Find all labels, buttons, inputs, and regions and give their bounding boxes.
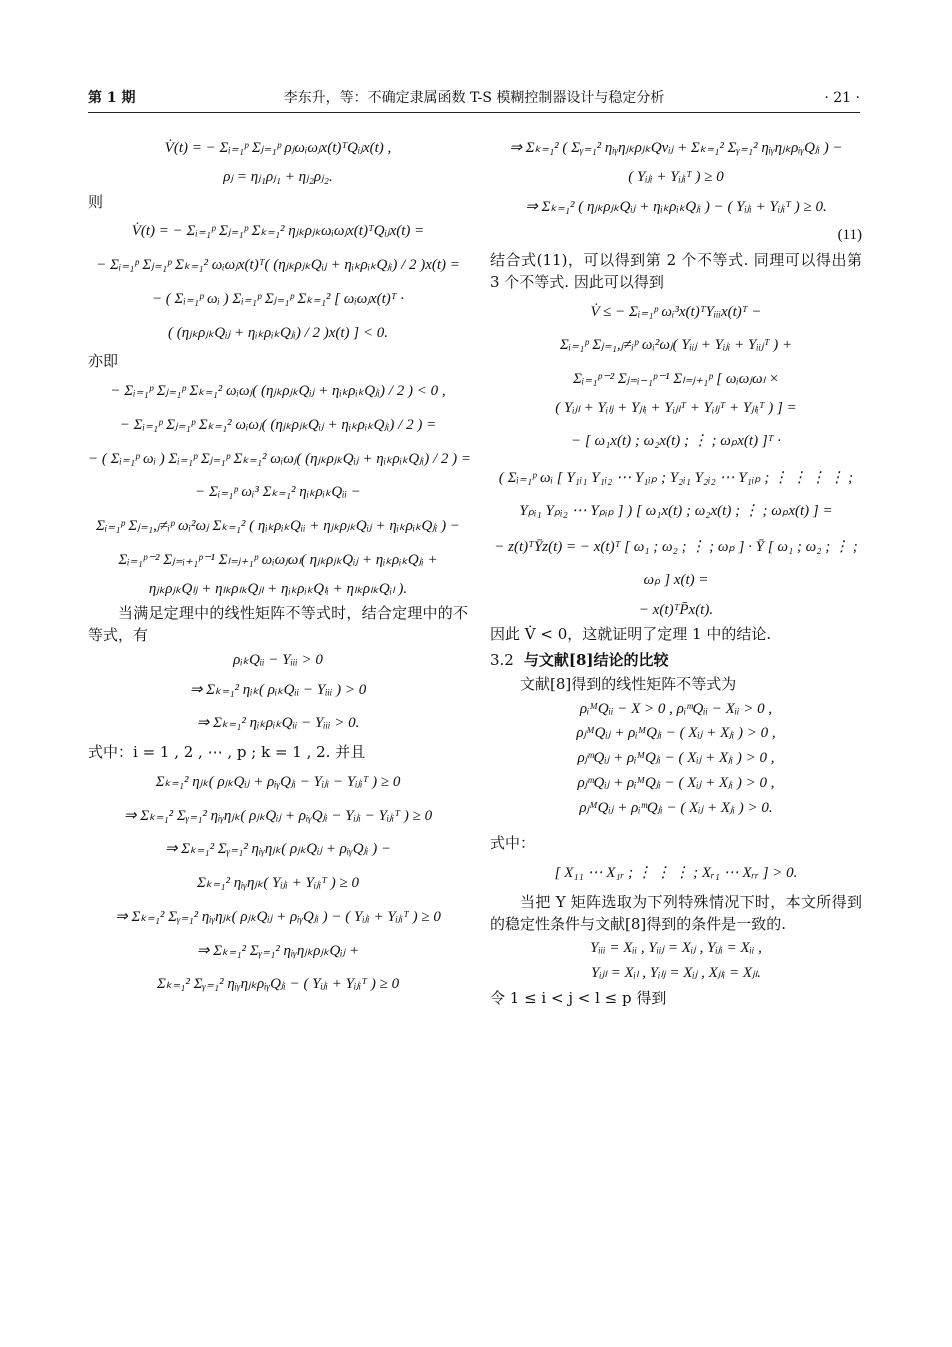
equation: ρⱼᵐQᵢⱼ + ρᵢᴹQⱼᵢ − ( Xᵢⱼ + Xⱼᵢ ) > 0 , [577,774,775,791]
equation: − ( Σᵢ₌₁ᵖ ωᵢ ) Σᵢ₌₁ᵖ Σⱼ₌₁ᵖ Σₖ₌₁² ωᵢωⱼ( (ηⱼₖρⱼₖQᵢⱼ + ηᵢₖρᵢₖQⱼᵢ) / 2 ) = [88,450,472,467]
equation: ( (ηⱼₖρⱼₖQᵢⱼ + ηᵢₖρᵢₖQⱼᵢ) / 2 )x(t) ] < 0. [167,324,389,341]
equation: Σₖ₌₁² Σᵧ₌₁² ηᵢᵧηⱼₖρᵢᵧQⱼᵢ − ( Yᵢⱼᵢ + Yᵢⱼᵢᵀ ) ≥ 0 [156,976,400,993]
section-heading [490,650,862,672]
equation: Yᵢⱼₗ = Xᵢₗ , Yᵢₗⱼ = Xᵢⱼ , Xⱼₗᵢ = Xⱼₗ. [591,965,761,981]
equation: ρⱼᵐQᵢⱼ + ρᵢᴹQⱼᵢ − ( Xᵢⱼ + Xⱼᵢ ) > 0 , [577,750,775,766]
running-title: 李东升，等：不确定隶属函数 T-S 模糊控制器设计与稳定分析 [283,90,665,106]
equation: Σᵢ₌₁ᵖ Σⱼ₌₁,ⱼ≠ᵢᵖ ωᵢ²ωⱼ( Yᵢᵢⱼ + Yᵢⱼᵢ + Yᵢᵢⱼᵀ ) + [559,337,793,354]
paragraph: 亦即 [88,352,119,371]
paragraph: 文献[8]得到的线性矩阵不等式为 [520,674,737,693]
paragraph: 令 1 ≤ i < j < l ≤ p 得到 [490,988,667,1007]
equation: ⇒ Σₖ₌₁² ( ηⱼₖρⱼₖQᵢⱼ + ηᵢₖρᵢₖQⱼᵢ ) − ( Yᵢⱼᵢ + Yᵢⱼᵢᵀ ) ≥ 0. [525,198,827,215]
equation: V̇(t) = − Σᵢ₌₁ᵖ Σⱼ₌₁ᵖ ρⱼωᵢωⱼx(t)ᵀQᵢⱼx(t) , [164,140,392,156]
equation: − Σᵢ₌₁ᵖ Σⱼ₌₁ᵖ Σₖ₌₁² ωᵢωⱼ( (ηⱼₖρⱼₖQᵢⱼ + ηᵢₖρᵢₖQⱼᵢ) / 2 ) = [119,416,437,433]
paragraph: 式中：i = 1 , 2 , ⋯ , p ; k = 1 , 2. 并且 [88,743,366,761]
equation: ρᵢᴹQᵢᵢ − X > 0 , ρᵢᵐQᵢᵢ − Xᵢᵢ > 0 , [579,700,773,717]
equation: Σᵢ₌₁ᵖ Σⱼ₌₁,ⱼ≠ᵢᵖ ωᵢ²ωⱼ Σₖ₌₁² ( ηᵢₖρᵢₖQᵢᵢ + ηⱼₖρⱼₖQᵢⱼ + ηᵢₖρᵢₖQⱼᵢ ) − [96,518,460,534]
equation: ( Yᵢⱼₗ + Yᵢₗⱼ + Yⱼₗᵢ + Yᵢⱼₗᵀ + Yᵢₗⱼᵀ + Yⱼₗᵢᵀ ) ] = [555,399,797,416]
equation: Σₖ₌₁² ηᵢᵧηⱼₖ( Yᵢⱼᵢ + Yᵢⱼᵢᵀ ) ≥ 0 [197,875,359,891]
equation: ⇒ Σₖ₌₁² ( Σᵧ₌₁² ηᵢᵧηⱼₖρⱼₖQvᵢⱼ + Σₖ₌₁² Σᵧ₌₁² ηᵢᵧηⱼₖρᵢᵧQⱼᵢ ) − [509,140,843,156]
equation: ( Yᵢⱼᵢ + Yᵢⱼᵢᵀ ) ≥ 0 [628,168,724,185]
equation: − Σᵢ₌₁ᵖ ωᵢ³ Σₖ₌₁² ηᵢₖρᵢₖQᵢᵢ − [195,484,361,501]
paragraph: 式中： [490,834,536,853]
equation: ρⱼᴹQᵢⱼ + ρᵢᵐQⱼᵢ − ( Xᵢⱼ + Xⱼᵢ ) > 0. [579,799,773,816]
equation: V̇(t) = − Σᵢ₌₁ᵖ Σⱼ₌₁ᵖ Σₖ₌₁² ηⱼₖρⱼₖωᵢωⱼx(t)ᵀQᵢⱼx(t) = [131,223,425,240]
equation: − x(t)ᵀP̄x(t). [638,601,714,618]
issue-number: 第 1 期 [88,90,136,106]
equation: ⇒ Σₖ₌₁² ηᵢₖ( ρᵢₖQᵢᵢ − Yᵢᵢᵢ ) > 0 [189,681,367,698]
paragraph: 因此 V̇ < 0，这就证明了定理 1 中的结论. [490,625,772,644]
section-number: 3.2 [490,651,514,669]
page-header [88,86,860,113]
equation: ⇒ Σₖ₌₁² Σᵧ₌₁² ηᵢᵧηⱼₖ( ρⱼₖQᵢⱼ + ρᵢᵧQⱼᵢ − Yᵢⱼᵢ − Yᵢⱼᵢᵀ ) ≥ 0 [123,807,433,824]
equation: ηⱼₖρⱼₖQₗⱼ + ηₗₖρₗₖQⱼₗ + ηᵢₖρᵢₖQₗᵢ + ηₗₖρₗₖQᵢₗ ). [148,580,408,597]
right-column [490,130,862,1012]
paragraph: 结合式(11)，可以得到第 2 个不等式. 同理可以得出第 3 个不等式. 因此可以得到 [490,251,862,291]
equation: ( Σᵢ₌₁ᵖ ωᵢ [ Y₁ᵢ₁ Y₁ᵢ₂ ⋯ Y₁ᵢₚ ; Y₂ᵢ₁ Y₂ᵢ₂ ⋯ Y₁ᵢₚ ; ⋮ ⋮ ⋮ ⋮ ; Yₚᵢ₁ Yₚᵢ₂ ⋯ Yₚᵢₚ ] ) [ ω₁x(t) ; ω₂x(t) ; ⋮ ; ωₚx(t) ] = [498,469,854,519]
equation: − Σᵢ₌₁ᵖ Σⱼ₌₁ᵖ Σₖ₌₁² ωᵢωⱼx(t)ᵀ( (ηⱼₖρⱼₖQᵢⱼ + ηᵢₖρᵢₖQⱼᵢ) / 2 )x(t) = [96,257,460,273]
section-title: 与文献[8]结论的比较 [523,651,669,669]
equation-number-row [490,225,862,247]
equation: ⇒ Σₖ₌₁² Σᵧ₌₁² ηᵢᵧηⱼₖρⱼₖQᵢⱼ + [196,942,360,959]
equation: − Σᵢ₌₁ᵖ Σⱼ₌₁ᵖ Σₖ₌₁² ωᵢωⱼ( (ηⱼₖρⱼₖQᵢⱼ + ηᵢₖρᵢₖQⱼᵢ) / 2 ) < 0 , [110,383,446,399]
paragraph: 当满足定理中的线性矩阵不等式时，结合定理中的不等式，有 [88,604,468,644]
left-column [88,130,472,1003]
equation-number: (11) [837,227,862,244]
equation: [ X₁₁ ⋯ X₁ᵣ ; ⋮ ⋮ ⋮ ; Xᵣ₁ ⋯ Xᵣᵣ ] > 0. [554,865,798,881]
equation: Yᵢᵢᵢ = Xᵢᵢ , Yᵢᵢⱼ = Xᵢⱼ , Yᵢⱼᵢ = Xᵢᵢ , [590,940,762,957]
equation: ⇒ Σₖ₌₁² Σᵧ₌₁² ηᵢᵧηⱼₖ( ρⱼₖQᵢⱼ + ρᵢᵧQⱼᵢ ) − ( Yᵢⱼᵢ + Yᵢⱼᵢᵀ ) ≥ 0 [115,908,441,925]
equation: ρⱼᴹQᵢⱼ + ρᵢᴹQⱼᵢ − ( Xᵢⱼ + Xⱼᵢ ) > 0 , [576,725,776,742]
equation: Σᵢ₌₁ᵖ⁻² Σⱼ₌ᵢ₊₁ᵖ⁻¹ Σₗ₌ⱼ₊₁ᵖ ωᵢωⱼωₗ( ηⱼₖρⱼₖQᵢⱼ + ηᵢₖρᵢₖQⱼᵢ + [118,551,438,568]
equation: − [ ω₁x(t) ; ω₂x(t) ; ⋮ ; ωₚx(t) ]ᵀ · [571,432,781,449]
equation: − ( Σᵢ₌₁ᵖ ωᵢ ) Σᵢ₌₁ᵖ Σⱼ₌₁ᵖ Σₖ₌₁² [ ωᵢωⱼx(t)ᵀ · [151,290,405,307]
page-number: · 21 · [824,90,860,106]
equation: V̇ ≤ − Σᵢ₌₁ᵖ ωᵢ³x(t)ᵀYᵢᵢᵢx(t)ᵀ − [590,303,762,320]
equation: ρⱼ = ηⱼ₁ρⱼ₁ + ηⱼ₂ρⱼ₂. [223,168,333,185]
equation: − z(t)ᵀȲz(t) = − x(t)ᵀ [ ω₁ ; ω₂ ; ⋮ ; ωₚ ] · Ȳ [ ω₁ ; ω₂ ; ⋮ ; ωₚ ] x(t) = [494,538,858,588]
equation: Σₖ₌₁² ηⱼₖ( ρⱼₖQᵢⱼ + ρᵢᵧQⱼᵢ − Yᵢⱼᵢ − Yᵢⱼᵢᵀ ) ≥ 0 [155,773,401,790]
equation: ⇒ Σₖ₌₁² Σᵧ₌₁² ηᵢᵧηⱼₖ( ρⱼₖQᵢⱼ + ρᵢᵧQⱼᵢ ) − [164,841,392,858]
paragraph: 当把 Y 矩阵选取为下列特殊情况下时，本文所得到的稳定性条件与文献[8]得到的条件是一致的. [490,892,862,933]
equation: Σᵢ₌₁ᵖ⁻² Σⱼ₌ᵢ₋₁ᵖ⁻¹ Σₗ₌ⱼ₊₁ᵖ [ ωᵢωⱼωₗ × [573,371,779,387]
equation: ρᵢₖQᵢᵢ − Yᵢᵢᵢ > 0 [233,651,323,668]
paragraph: 则 [88,192,104,211]
equation: ⇒ Σₖ₌₁² ηᵢₖρᵢₖQᵢᵢ − Yᵢᵢᵢ > 0. [196,715,360,732]
